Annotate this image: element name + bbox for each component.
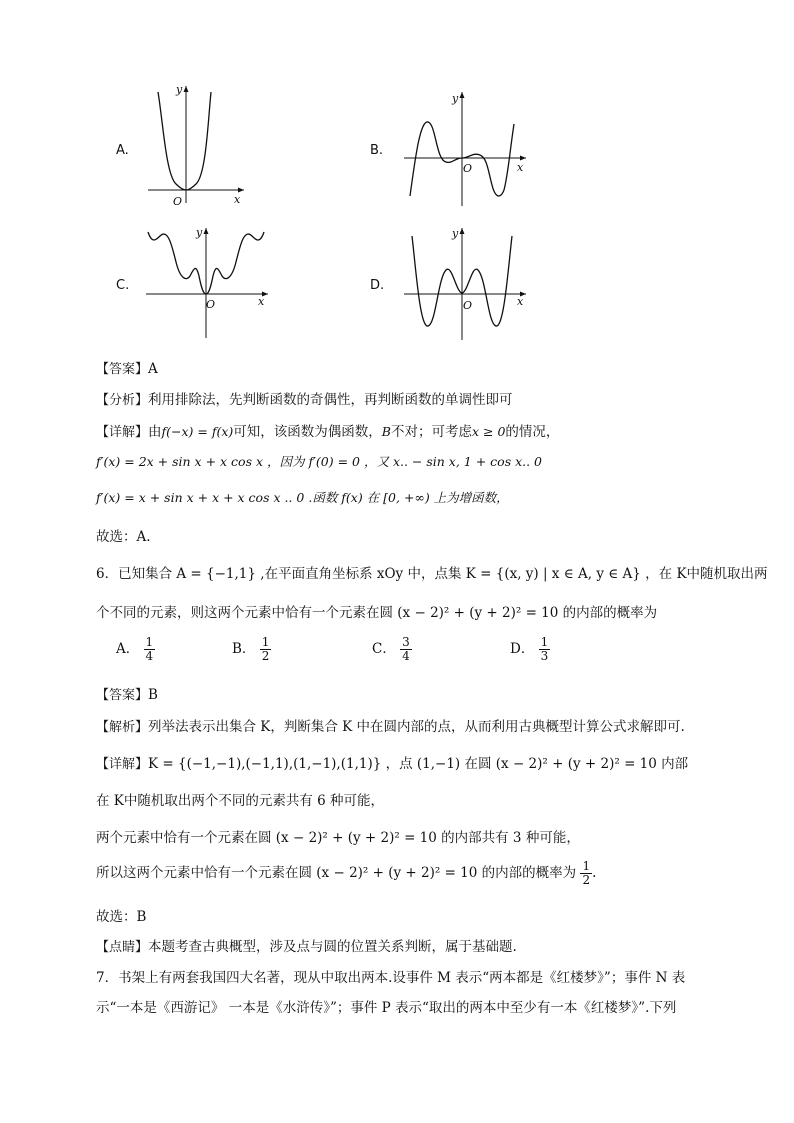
answer-value: B: [148, 687, 158, 703]
q7-line-1: 7．书架上有两套我国四大名著，现从中取出两本.设事件 M 表示“两本都是《红楼梦》”；事件 N 表: [96, 970, 686, 986]
q6-stem-line-2: 个不同的元素，则这两个元素中恰有一个元素在圆 (x − 2)² + (y + 2)² = 10 的内部的概率为: [96, 605, 658, 621]
fraction-numerator: 1: [145, 635, 154, 649]
fraction-denominator: 2: [261, 649, 270, 663]
q5-detail-line-1: [96, 420, 559, 440]
detail-text: 由: [148, 424, 162, 440]
q6-conclusion: 故选：B: [96, 909, 147, 925]
fraction-denominator: 3: [540, 649, 549, 663]
q5-detail-line-2: f′(x) = 2x + sin x + x cos x ，因为 f′(0) = 0 ，又 x.. − sin x, 1 + cos x.. 0: [96, 454, 543, 469]
answer-tag: 【答案】: [96, 362, 149, 377]
answer-tag: 【答案】: [96, 688, 149, 703]
math-expr: x ≥ 0: [471, 424, 506, 439]
analysis-tag: 【分析】: [96, 393, 149, 408]
result-fraction: [580, 860, 592, 887]
analysis-tag: 【解析】: [96, 720, 149, 735]
detail-text: 的情况，: [505, 424, 560, 440]
q6-detail-line-1: [96, 752, 688, 772]
graph-c-x-label: x: [258, 295, 265, 308]
math-expr: f(−x) = f(x): [161, 424, 234, 439]
answer-value: A: [148, 361, 158, 377]
q6-analysis: [96, 715, 685, 735]
detail-text: K = {(−1,−1),(−1,1),(1,−1),(1,1)} ，点 (1,−1) 在圆 (x − 2)² + (y + 2)² = 10 内部: [148, 756, 689, 772]
fraction-denominator: 4: [145, 649, 154, 663]
q6-option-a[interactable]: [116, 636, 155, 663]
option-c-label: C.: [116, 278, 130, 293]
graph-b-y-label: y: [452, 92, 459, 105]
q6-option-c[interactable]: [372, 636, 412, 663]
option-a-label: A.: [116, 143, 129, 158]
fraction-denominator: 4: [402, 649, 410, 663]
detail-text: 可知，该函数为偶函数，: [233, 424, 382, 440]
option-fraction: [400, 636, 412, 663]
q5-analysis: [96, 388, 513, 408]
graph-d-y-label: y: [452, 227, 459, 240]
graph-a-origin-label: O: [173, 195, 183, 208]
option-letter: C．: [372, 641, 396, 657]
detail-tag: 【详解】: [96, 425, 149, 440]
comment-text: 本题考查古典概型，涉及点与圆的位置关系判断，属于基础题.: [148, 939, 517, 955]
graph-d: [0, 0, 794, 360]
option-fraction: [260, 636, 272, 663]
fraction-numerator: 1: [582, 859, 591, 873]
detail-tag: 【详解】: [96, 757, 149, 772]
q6-detail-line-4: [96, 860, 596, 887]
q5-answer: [96, 358, 158, 377]
option-letter: D．: [510, 641, 535, 657]
option-letter: B．: [232, 641, 256, 657]
option-fraction: [539, 636, 551, 663]
fraction-numerator: 1: [540, 635, 549, 649]
q6-detail-line-2: 在 K中随机取出两个不同的元素共有 6 种可能，: [96, 793, 385, 809]
option-fraction: [144, 636, 156, 663]
detail-text: .: [592, 865, 597, 881]
fraction-denominator: 2: [582, 873, 591, 887]
detail-text: 所以这两个元素中恰有一个元素在圆 (x − 2)² + (y + 2)² = 10 的内部的概率为: [96, 865, 577, 881]
graph-d-origin-label: O: [463, 299, 473, 312]
q6-answer: [96, 684, 158, 703]
comment-tag: 【点睛】: [96, 940, 149, 955]
q6-option-b[interactable]: [232, 636, 271, 663]
graph-a-x-label: x: [234, 193, 241, 206]
q6-stem-line-1: 6．已知集合 A = {−1,1} ,在平面直角坐标系 xOy 中，点集 K = {(x, y) | x ∈ A, y ∈ A} ，在 K中随机取出两: [96, 566, 768, 582]
q6-option-d[interactable]: [510, 636, 550, 663]
graph-b-x-label: x: [517, 161, 524, 174]
fraction-numerator: 1: [261, 635, 270, 649]
option-letter: A．: [116, 641, 140, 657]
analysis-text: 利用排除法，先判断函数的奇偶性，再判断函数的单调性即可: [148, 392, 513, 408]
q6-comment: [96, 935, 517, 955]
option-d-label: D.: [370, 278, 385, 293]
graph-c-y-label: y: [196, 226, 203, 239]
graph-a-y-label: y: [176, 83, 183, 96]
q7-line-2: 示“一本是《西游记》 一本是《水浒传》”；事件 P 表示“取出的两本中至少有一本《红楼梦》”.下列: [96, 1000, 677, 1016]
graph-d-x-label: x: [517, 295, 524, 308]
q5-detail-line-3: f′(x) = x + sin x + x + x cos x .. 0 .函数 f(x) 在 [0, +∞) 上为增函数，: [96, 490, 509, 505]
math-expr: B: [381, 424, 391, 439]
q5-conclusion: 故选：A.: [96, 529, 151, 545]
graph-c-origin-label: O: [206, 298, 216, 311]
q6-detail-line-3: 两个元素中恰有一个元素在圆 (x − 2)² + (y + 2)² = 10 的内部共有 3 种可能，: [96, 830, 580, 846]
detail-text: 不对；可考虑: [390, 424, 472, 440]
analysis-text: 列举法表示出集合 K，判断集合 K 中在圆内部的点，从而利用古典概型计算公式求解即可.: [148, 719, 685, 735]
option-b-label: B.: [370, 143, 384, 158]
graph-b-origin-label: O: [463, 162, 473, 175]
fraction-numerator: 3: [402, 635, 410, 649]
